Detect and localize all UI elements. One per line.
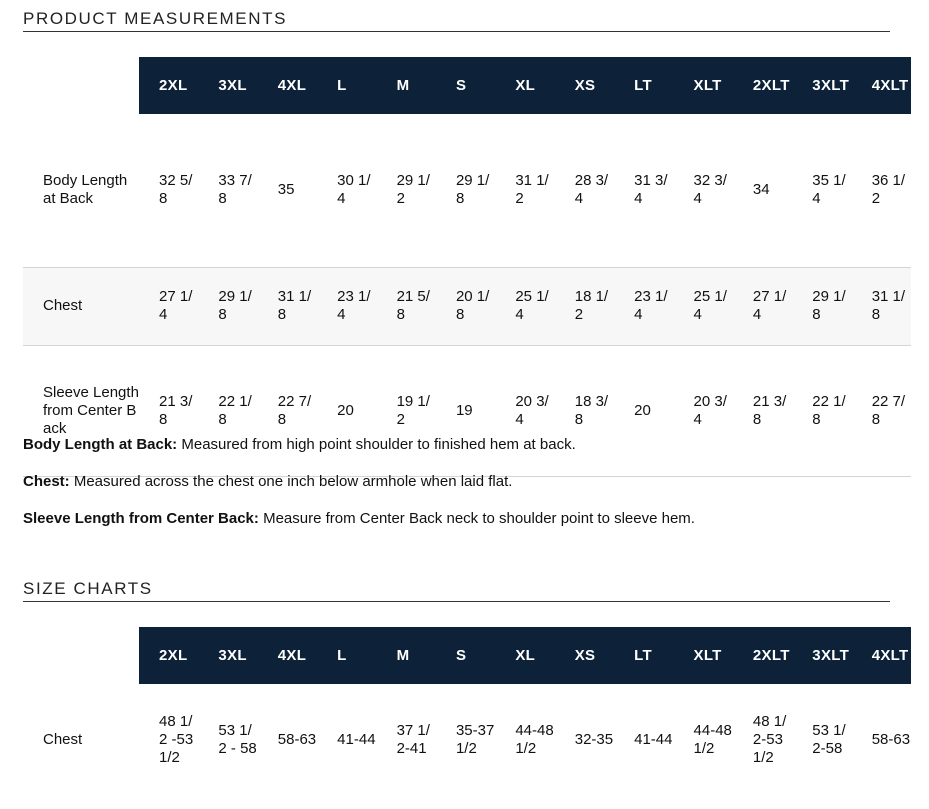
table-cell: 32 3/4: [693, 172, 727, 208]
table-cell: 29 1/8: [455, 172, 490, 208]
table-cell: 36 1/2: [871, 172, 906, 208]
measurement-notes: [23, 436, 695, 547]
column-header: 4XLT: [852, 627, 911, 684]
column-header: 3XL: [198, 627, 257, 684]
table-cell: 37 1/2-41: [396, 722, 430, 757]
table-cell: 35-37 1/2: [455, 722, 495, 757]
size-charts-title: SIZE CHARTS: [23, 579, 153, 598]
table-cell: 18 3/8: [574, 392, 609, 428]
note-sleeve-length: [23, 510, 695, 547]
column-header: 3XL: [198, 57, 257, 114]
table-cell: 20: [634, 401, 651, 419]
table-cell: 53 1/2-58: [812, 722, 846, 757]
table-cell: 34: [752, 181, 770, 199]
table-cell: 31 1/2: [515, 172, 549, 208]
table-cell: 44-48 1/2: [515, 722, 554, 757]
note-term: Chest:: [23, 473, 70, 490]
product-measurements-title: PRODUCT MEASUREMENTS: [23, 9, 288, 28]
table-row: [23, 267, 911, 345]
table-cell: 33 7/8: [218, 172, 252, 208]
table-cell: 22 1/8: [812, 392, 846, 428]
column-header: XL: [495, 57, 554, 114]
column-header: 2XLT: [733, 57, 792, 114]
note-text: Measured from high point shoulder to finished hem at back.: [177, 436, 576, 453]
table-row: [23, 684, 911, 796]
column-header: 3XLT: [792, 57, 851, 114]
table-cell: 27 1/4: [139, 267, 198, 345]
header-blank-cell: [23, 57, 139, 114]
column-header: 3XLT: [792, 627, 851, 684]
table-cell: 21 5/8: [377, 267, 436, 345]
table-cell: 41-44: [634, 731, 673, 748]
column-header: 2XLT: [733, 627, 792, 684]
measurements-table: [23, 57, 911, 477]
table-cell: 22 7/8: [871, 392, 906, 428]
table-cell: 21 3/8: [159, 392, 193, 428]
table-cell: 48 1/2-53 1/2: [752, 713, 787, 766]
table-cell: 32-35: [574, 731, 614, 748]
section-divider: [23, 601, 890, 602]
table-cell: 35 1/4: [812, 172, 846, 208]
header-blank-cell: [23, 627, 139, 684]
column-header: LT: [614, 627, 673, 684]
measurements-header-row: [23, 57, 911, 114]
row-label: Sleeve Length from Center Back: [43, 383, 139, 437]
column-header: 4XL: [258, 627, 317, 684]
table-cell: 20 1/8: [436, 267, 495, 345]
table-cell: 53 1/2 - 58: [218, 722, 257, 757]
table-cell: 48 1/2 -53 1/2: [159, 713, 194, 766]
table-cell: 22 7/8: [277, 392, 312, 428]
table-row: [23, 114, 911, 267]
table-cell: 31 3/4: [634, 172, 668, 208]
table-cell: 21 3/8: [752, 392, 787, 428]
row-label: Chest: [43, 731, 83, 748]
column-header: XS: [555, 627, 614, 684]
table-cell: 31 1/8: [852, 267, 911, 345]
column-header: L: [317, 627, 376, 684]
column-header: LT: [614, 57, 673, 114]
column-header: XLT: [674, 627, 733, 684]
table-cell: 23 1/4: [317, 267, 376, 345]
table-cell: 28 3/4: [574, 172, 609, 208]
column-header: L: [317, 57, 376, 114]
row-label: Chest: [23, 267, 139, 345]
table-cell: 23 1/4: [614, 267, 673, 345]
size-chart-header-row: [23, 627, 911, 684]
table-cell: 29 1/2: [396, 172, 430, 208]
table-cell: 25 1/4: [495, 267, 554, 345]
column-header: 4XL: [258, 57, 317, 114]
table-cell: 18 1/2: [555, 267, 614, 345]
table-cell: 19: [455, 401, 473, 419]
note-term: Body Length at Back:: [23, 436, 178, 453]
note-text: Measure from Center Back neck to shoulder point to sleeve hem.: [258, 510, 695, 527]
table-cell: 30 1/4: [337, 172, 371, 208]
table-cell: 58-63: [871, 731, 911, 748]
table-cell: 44-48 1/2: [693, 722, 732, 757]
table-cell: 25 1/4: [674, 267, 733, 345]
row-label: Body Length at Back: [43, 172, 128, 208]
column-header: 2XL: [139, 57, 198, 114]
note-chest: [23, 473, 695, 510]
column-header: XS: [555, 57, 614, 114]
column-header: 2XL: [139, 627, 198, 684]
column-header: M: [377, 57, 436, 114]
column-header: M: [377, 627, 436, 684]
size-chart-table: [23, 627, 911, 796]
table-cell: 29 1/8: [198, 267, 257, 345]
table-cell: 32 5/8: [159, 172, 193, 208]
note-term: Sleeve Length from Center Back:: [23, 510, 259, 527]
table-cell: 22 1/8: [218, 392, 252, 428]
note-body-length: [23, 436, 695, 473]
column-header: 4XLT: [852, 57, 911, 114]
column-header: XL: [495, 627, 554, 684]
section-divider: [23, 31, 890, 32]
column-header: S: [436, 57, 495, 114]
table-cell: 31 1/8: [258, 267, 317, 345]
table-cell: 19 1/2: [396, 392, 430, 428]
note-text: Measured across the chest one inch below armhole when laid flat.: [69, 473, 513, 490]
table-cell: 58-63: [277, 731, 317, 748]
table-cell: 20 3/4: [693, 392, 727, 428]
table-cell: 41-44: [337, 731, 376, 748]
column-header: S: [436, 627, 495, 684]
table-cell: 29 1/8: [792, 267, 851, 345]
table-cell: 27 1/4: [733, 267, 792, 345]
table-cell: 20: [337, 401, 354, 419]
table-cell: 35: [277, 181, 295, 199]
table-cell: 20 3/4: [515, 392, 549, 428]
column-header: XLT: [674, 57, 733, 114]
